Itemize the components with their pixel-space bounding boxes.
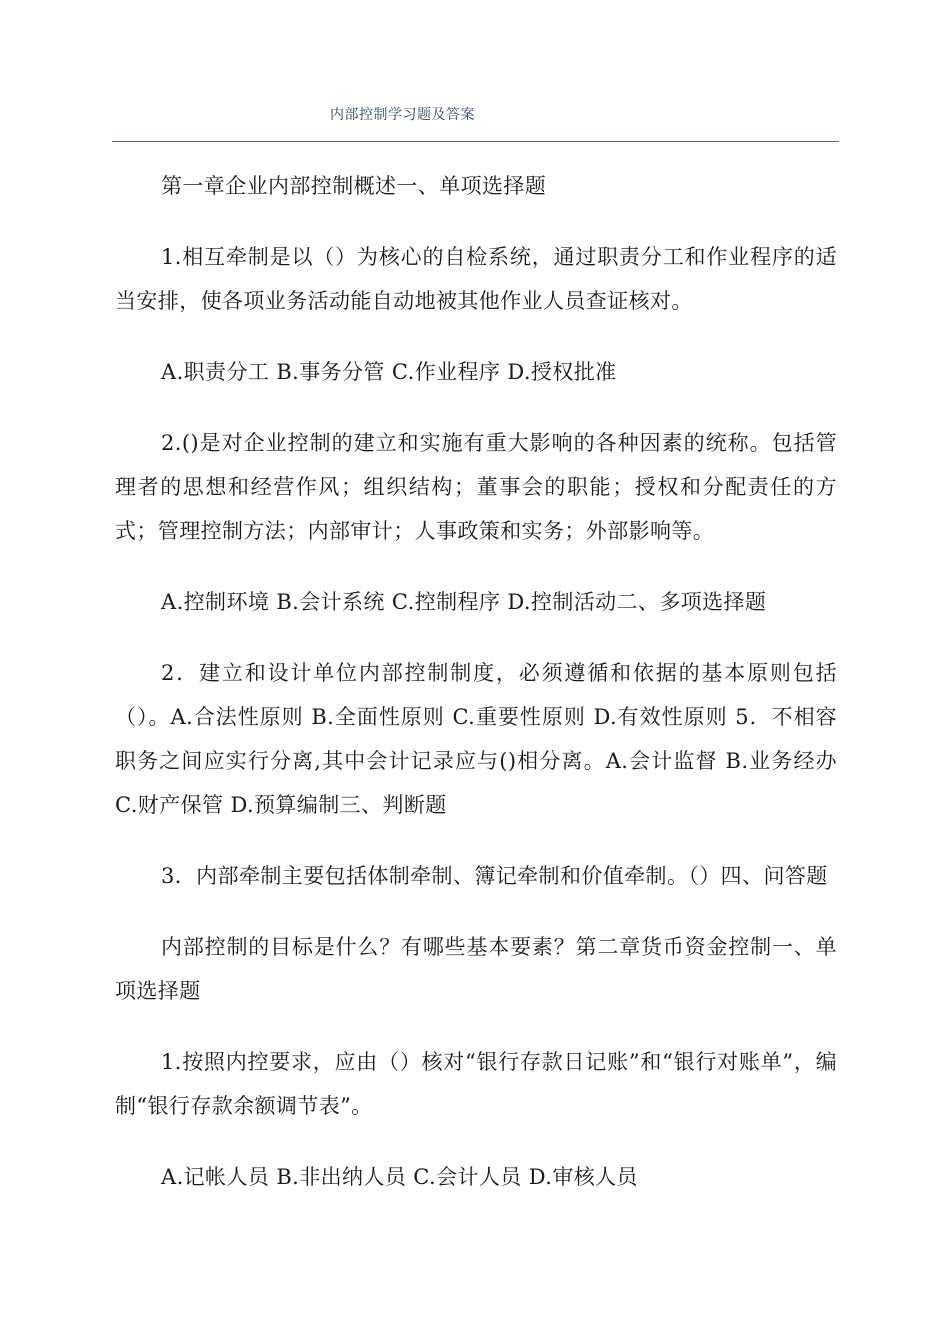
question-1: 1.相互牵制是以（）为核心的自检系统，通过职责分工和作业程序的适当安排，使各项业务活动能自动地被其他作业人员查证核对。 bbox=[115, 245, 837, 313]
chapter-1-heading: 第一章企业内部控制概述一、单项选择题 bbox=[161, 174, 547, 198]
question-2-options: A.控制环境 B.会计系统 C.控制程序 D.控制活动二、多项选择题 bbox=[161, 590, 767, 614]
question-2: 2.()是对企业控制的建立和实施有重大影响的各种因素的统称。包括管理者的思想和经营作风；组织结构；董事会的职能；授权和分配责任的方式；管理控制方法；内部审计；人事政策和实务；外部影响等。 bbox=[115, 431, 837, 543]
document-body bbox=[115, 164, 837, 1226]
essay-question-and-chapter-2-heading: 内部控制的目标是什么？有哪些基本要素？第二章货币资金控制一、单项选择题 bbox=[115, 935, 837, 1003]
true-false-question: 3．内部牵制主要包括体制牵制、簿记牵制和价值牵制。（）四、问答题 bbox=[161, 864, 828, 888]
header-divider bbox=[112, 141, 839, 142]
header-title: 内部控制学习题及答案 bbox=[330, 107, 475, 123]
multiple-choice-questions: 2．建立和设计单位内部控制制度，必须遵循和依据的基本原则包括（）。A.合法性原则 B.全面性原则 C.重要性原则 D.有效性原则 5．不相容职务之间应实行分离,其中会计记录应与()相分离。A.会计监督 B.业务经办 C.财产保管 D.预算编制三、判断题 bbox=[115, 661, 837, 817]
question-1-options: A.职责分工 B.事务分管 C.作业程序 D.授权批准 bbox=[161, 360, 617, 384]
chapter-2-question-1: 1.按照内控要求，应由（）核对“银行存款日记账”和“银行对账单”，编制“银行存款余额调节表”。 bbox=[115, 1050, 837, 1118]
chapter-2-question-1-options: A.记帐人员 B.非出纳人员 C.会计人员 D.审核人员 bbox=[161, 1165, 638, 1189]
